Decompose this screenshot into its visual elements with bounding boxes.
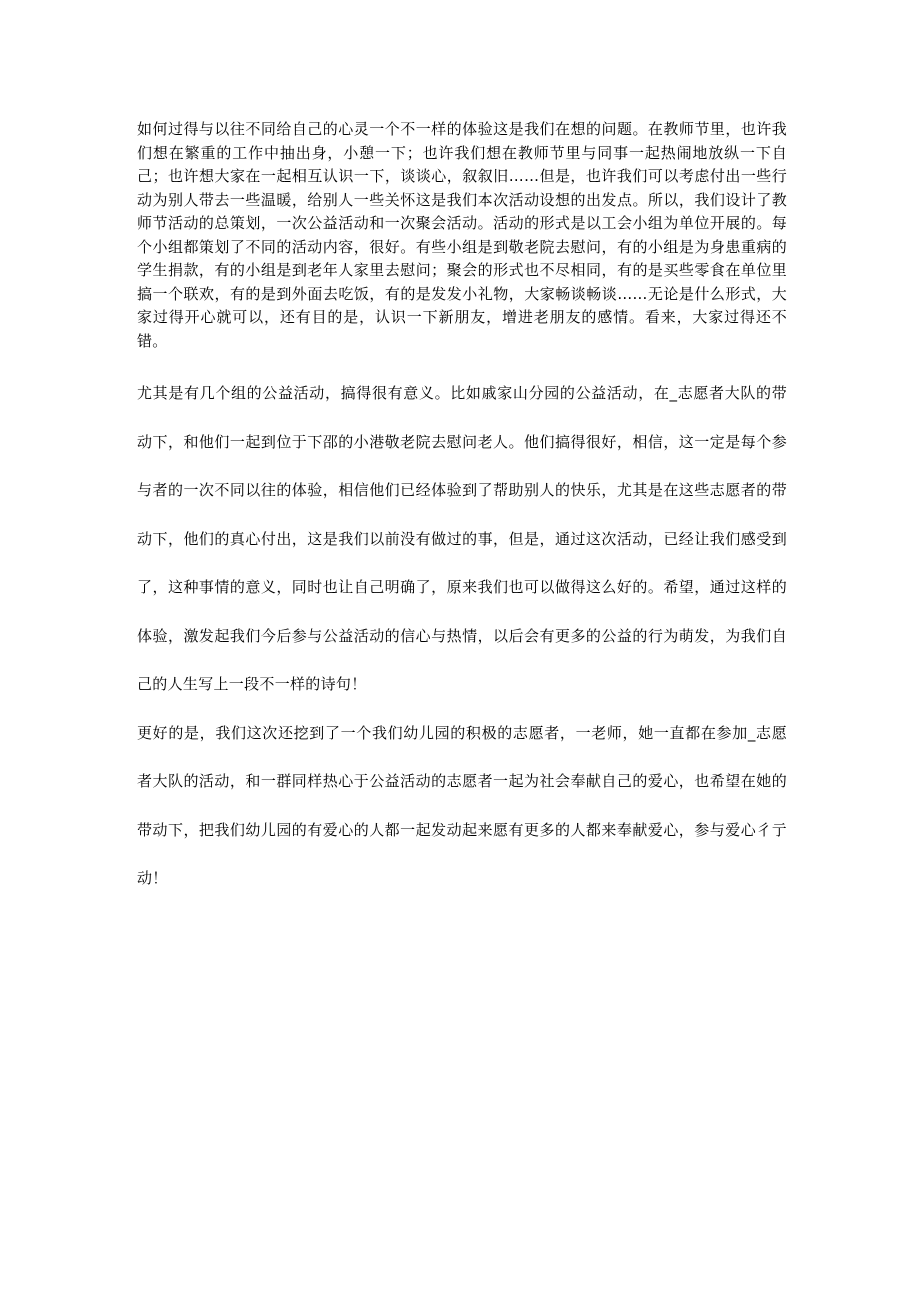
paragraph-intro: 如何过得与以往不同给自己的心灵一个不一样的体验这是我们在想的问题。在教师节里，也许我们想在繁重的工作中抽出身，小憩一下；也许我们想在教师节里与同事一起热闹地放纵一下自己；也许想大家在一起相互认识一下，谈谈心，叙叙旧……但是，也许我们可以考虑付出一些行动为别人带去一些温暖，给别人一些关怀这是我们本次活动设想的出发点。所以，我们设计了教师节活动的总策划，一次公益活动和一次聚会活动。活动的形式是以工会小组为单位开展的。每个小组都策划了不同的活动内容，很好。有些小组是到敬老院去慰问，有的小组是为身患重病的学生捐款，有的小组是到老年人家里去慰问；聚会的形式也不尽相同，有的是买些零食在单位里搞一个联欢，有的是到外面去吃饭，有的是发发小礼物，大家畅谈畅谈……无论是什么形式，大家过得开心就可以，还有目的是，认识一下新朋友，增进老朋友的感情。看来，大家过得还不错。	[137, 120, 787, 350]
paragraph-volunteer-teacher: 更好的是，我们这次还挖到了一个我们幼儿园的积极的志愿者，一老师，她一直都在参加_志愿者大队的活动，和一群同样热心于公益活动的志愿者一起为社会奉献自己的爱心，也希望在她的带动下，把我们幼儿园的有爱心的人都一起发动起来愿有更多的人都来奉献爱心，参与爱心彳亍动！	[137, 723, 787, 887]
paragraph-charity-activity: 尤其是有几个组的公益活动，搞得很有意义。比如戚家山分园的公益活动，在_志愿者大队的带动下，和他们一起到位于下邵的小港敬老院去慰问老人。他们搞得很好，相信，这一定是每个参与者的一次不同以往的体验，相信他们已经体验到了帮助别人的快乐，尤其是在这些志愿者的带动下，他们的真心付出，这是我们以前没有做过的事，但是，通过这次活动，已经让我们感受到了，这种事情的意义，同时也让自己明确了，原来我们也可以做得这么好的。希望，通过这样的体验，激发起我们今后参与公益活动的信心与热情，以后会有更多的公益的行为萌发，为我们自己的人生写上一段不一样的诗句！	[137, 384, 787, 693]
document-body	[137, 118, 787, 903]
